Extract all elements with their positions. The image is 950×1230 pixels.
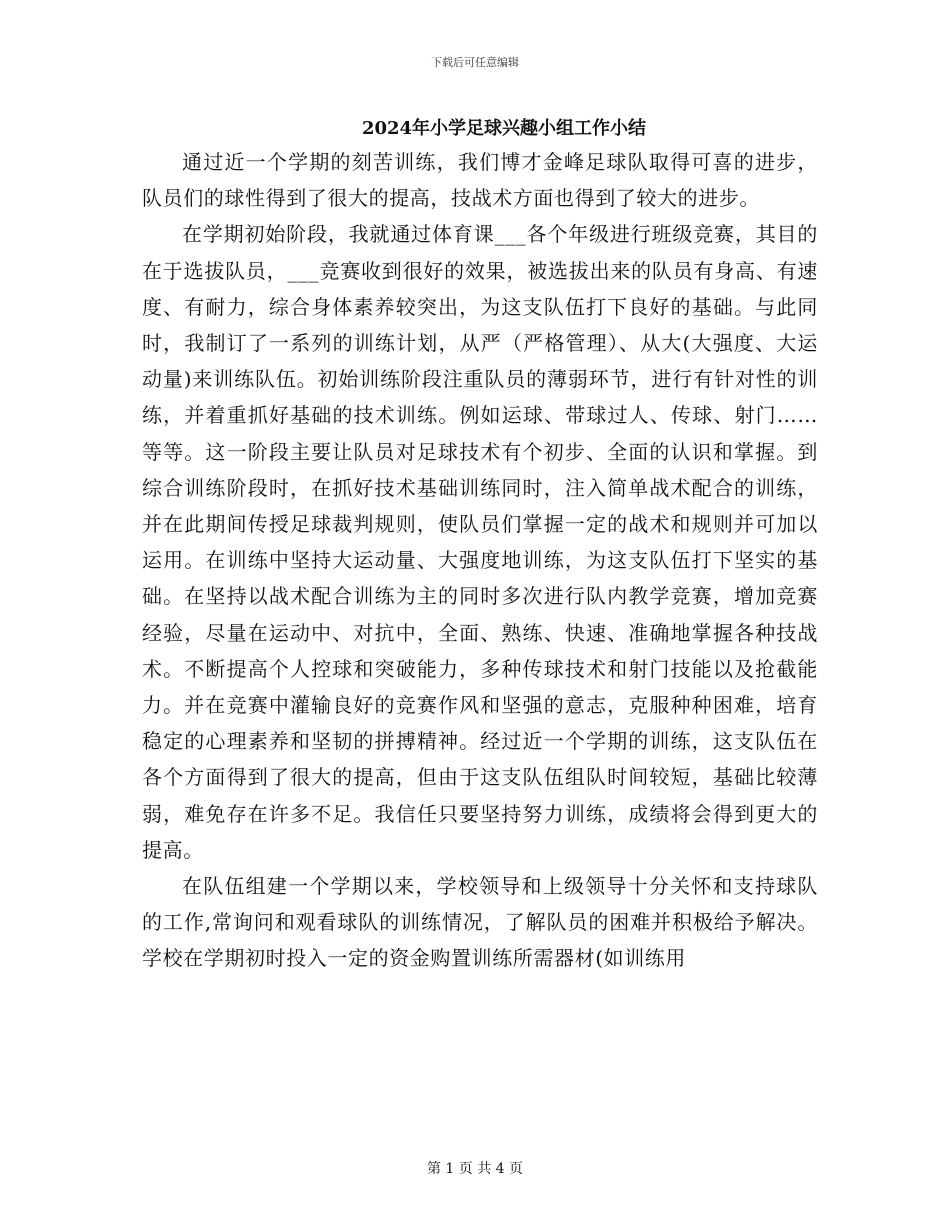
page-header-note: 下载后可任意编辑 (431, 56, 519, 69)
page-number-footer: 第 1 页 共 4 页 (426, 1161, 524, 1177)
paragraph-3: 在队伍组建一个学期以来，学校领导和上级领导十分关怀和支持球队的工作,常询问和观看球队的训练情况，了解队员的困难并积极给予解决。学校在学期初时投入一定的资金购置训练所需器材(如训练用 (142, 874, 818, 971)
paragraph-2: 在学期初始阶段，我就通过体育课___各个年级进行班级竞赛，其目的在于选拔队员，___竞赛收到很好的效果，被选拔出来的队员有身高、有速度、有耐力，综合身体素养较突出，为这支队伍打下良好的基础。与此同时，我制订了一系列的训练计划，从严（严格管理）、从大(大强度、大运动量)来训练队伍。初始训练阶段注重队员的薄弱环节，进行有针对性的训练，并着重抓好基础的技术训练。例如运球、带球过人、传球、射门……等等。这一阶段主要让队员对足球技术有个初步、全面的认识和掌握。到综合训练阶段时，在抓好技术基础训练同时，注入简单战术配合的训练，并在此期间传授足球裁判规则，使队员们掌握一定的战术和规则并可加以运用。在训练中坚持大运动量、大强度地训练，为这支队伍打下坚实的基础。在坚持以战术配合训练为主的同时多次进行队内教学竞赛，增加竞赛经验，尽量在运动中、对抗中，全面、熟练、快速、准确地掌握各种技战术。不断提高个人控球和突破能力，多种传球技术和射门技能以及抢截能力。并在竞赛中灌输良好的竞赛作风和坚强的意志，克服种种困难，培育稳定的心理素养和坚韧的拼搏精神。经过近一个学期的训练，这支队伍在各个方面得到了很大的提高，但由于这支队伍组队时间较短，基础比较薄弱，难免存在许多不足。我信任只要坚持努力训练，成绩将会得到更大的提高。 (142, 222, 818, 862)
document-body (142, 144, 818, 977)
document-title: 2024年小学足球兴趣小组工作小结 (361, 118, 647, 139)
paragraph-1: 通过近一个学期的刻苦训练，我们博才金峰足球队取得可喜的进步，队员们的球性得到了很大的提高，技战术方面也得到了较大的进步。 (142, 150, 818, 211)
